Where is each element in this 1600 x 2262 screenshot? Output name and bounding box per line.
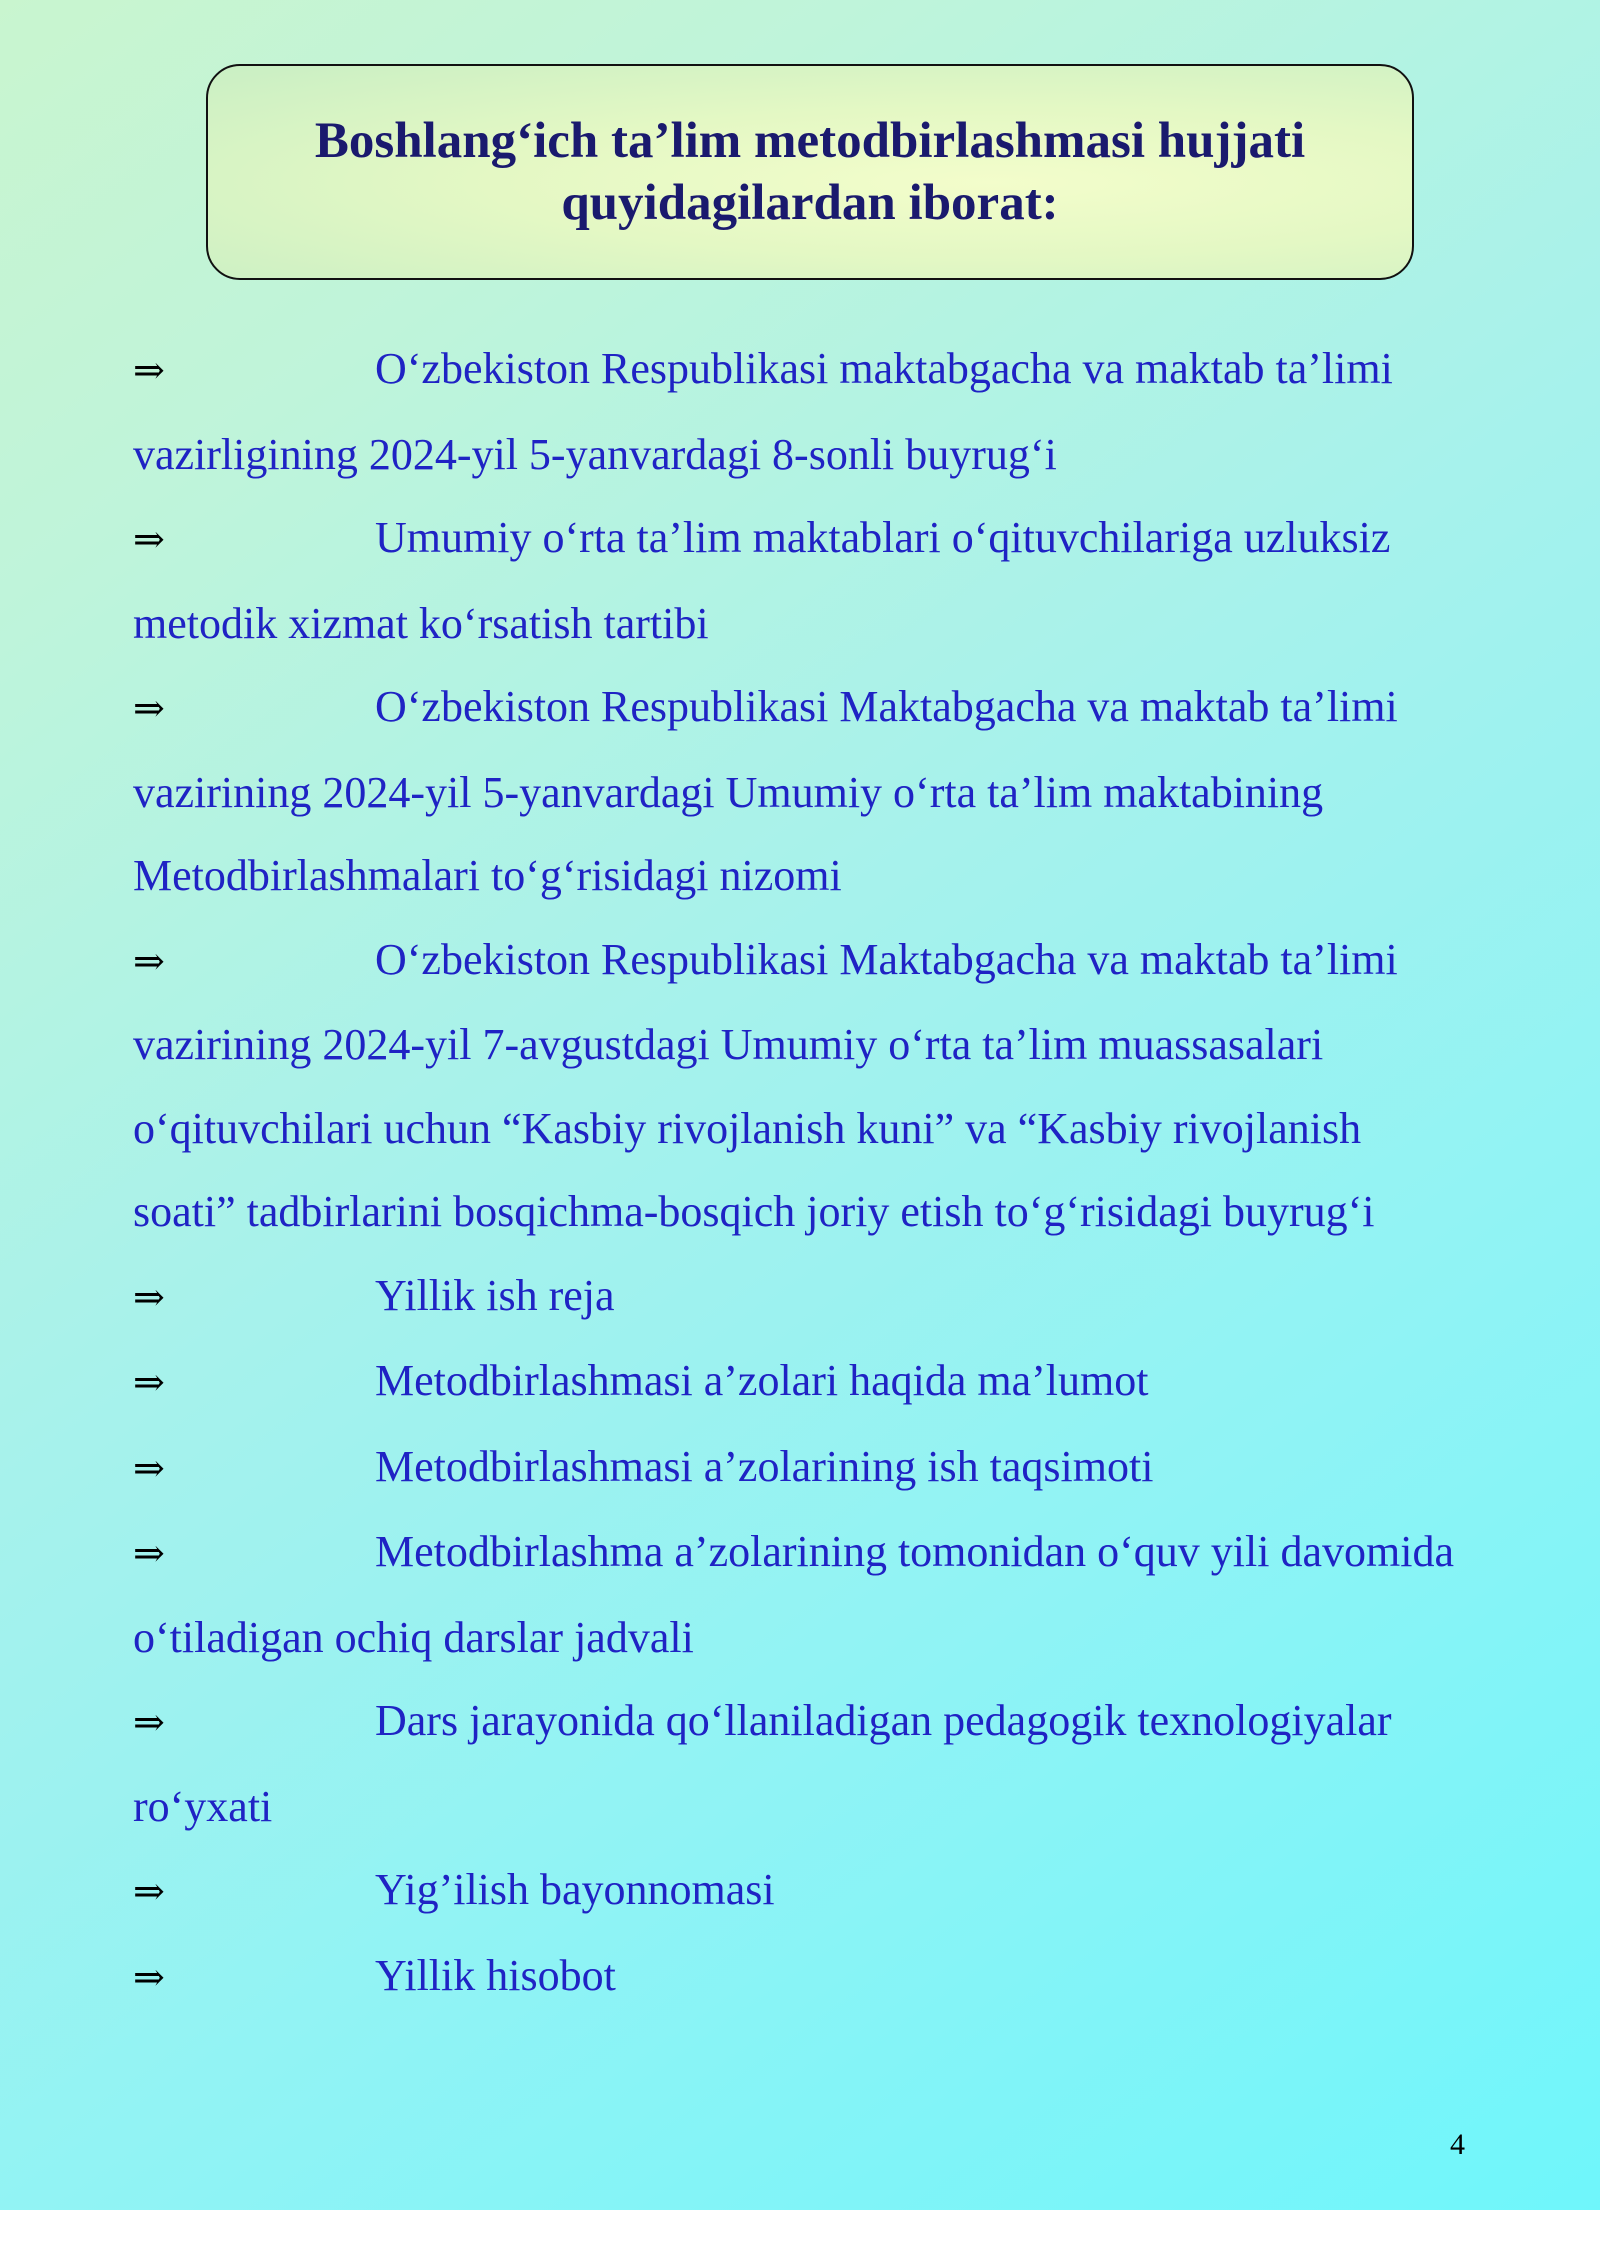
list-item-text: Umumiy o‘rta ta’lim maktablari o‘qituvchilariga uzluksiz metodik xizmat ko‘rsatish tartibi xyxy=(133,513,1391,648)
list-item-text: Metodbirlashma a’zolarining tomonidan o‘quv yili davomida o‘tiladigan ochiq darslar jadvali xyxy=(133,1527,1454,1662)
double-arrow-icon: ⇒ xyxy=(133,1531,165,1575)
page-number: 4 xyxy=(1450,2128,1465,2161)
list-item-text: Dars jarayonida qo‘llaniladigan pedagogik texnologiyalar ro‘yxati xyxy=(133,1696,1392,1831)
double-arrow-icon: ⇒ xyxy=(133,1445,165,1490)
title-line-1: Boshlang‘ich ta’lim metodbirlashmasi hujjati xyxy=(314,113,1306,169)
list-item-text: Yillik hisobot xyxy=(375,1950,616,2000)
document-list xyxy=(133,327,1473,2019)
title-line-2: quyidagilardan iborat: xyxy=(561,175,1059,231)
list-item-text: Metodbirlashmasi a’zolari haqida ma’lumot xyxy=(375,1356,1149,1405)
list-item xyxy=(133,1510,1473,1679)
double-arrow-icon: ⇒ xyxy=(133,1954,165,1999)
double-arrow-icon: ⇒ xyxy=(133,686,165,730)
list-item-text: Metodbirlashmasi a’zolarining ish taqsimoti xyxy=(375,1441,1154,1491)
double-arrow-icon: ⇒ xyxy=(133,1360,165,1404)
double-arrow-icon: ⇒ xyxy=(133,1869,165,1913)
double-arrow-icon: ⇒ xyxy=(133,517,165,561)
list-item xyxy=(133,496,1473,665)
list-item-text: O‘zbekiston Respublikasi Maktabgacha va maktab ta’limi vazirining 2024-yil 5-yanvardagi Umumiy o‘rta ta’lim maktabining Metodbirlashmalari to‘g‘risidagi nizomi xyxy=(133,682,1398,900)
list-item xyxy=(133,1425,1473,1511)
list-item xyxy=(133,1934,1473,2020)
list-item-text: Yillik ish reja xyxy=(375,1270,615,1320)
list-item xyxy=(133,918,1473,1254)
page-title xyxy=(315,110,1305,234)
list-item-text: O‘zbekiston Respublikasi maktabgacha va maktab ta’limi vazirligining 2024-yil 5-yanvardagi 8-sonli buyrug‘i xyxy=(133,344,1393,479)
title-box xyxy=(206,64,1414,280)
double-arrow-icon: ⇒ xyxy=(133,938,165,983)
double-arrow-icon: ⇒ xyxy=(133,1274,165,1319)
list-item xyxy=(133,1679,1473,1848)
list-item xyxy=(133,327,1473,496)
list-item-text: Yig’ilish bayonnomasi xyxy=(375,1865,775,1914)
list-item xyxy=(133,665,1473,918)
list-item xyxy=(133,1254,1473,1340)
list-item xyxy=(133,1848,1473,1934)
double-arrow-icon: ⇒ xyxy=(133,1700,165,1744)
list-item-text: O‘zbekiston Respublikasi Maktabgacha va maktab ta’limi vazirining 2024-yil 7-avgustdagi Umumiy o‘rta ta’lim muassasalari o‘qituvchilari uchun “Kasbiy rivojlanish kuni” va “Kasbiy rivojlanish soati” tadbirlarini bosqichma-bosqich joriy etish to‘g‘risidagi buyrug‘i xyxy=(133,934,1398,1236)
list-item xyxy=(133,1339,1473,1425)
double-arrow-icon: ⇒ xyxy=(133,348,165,392)
